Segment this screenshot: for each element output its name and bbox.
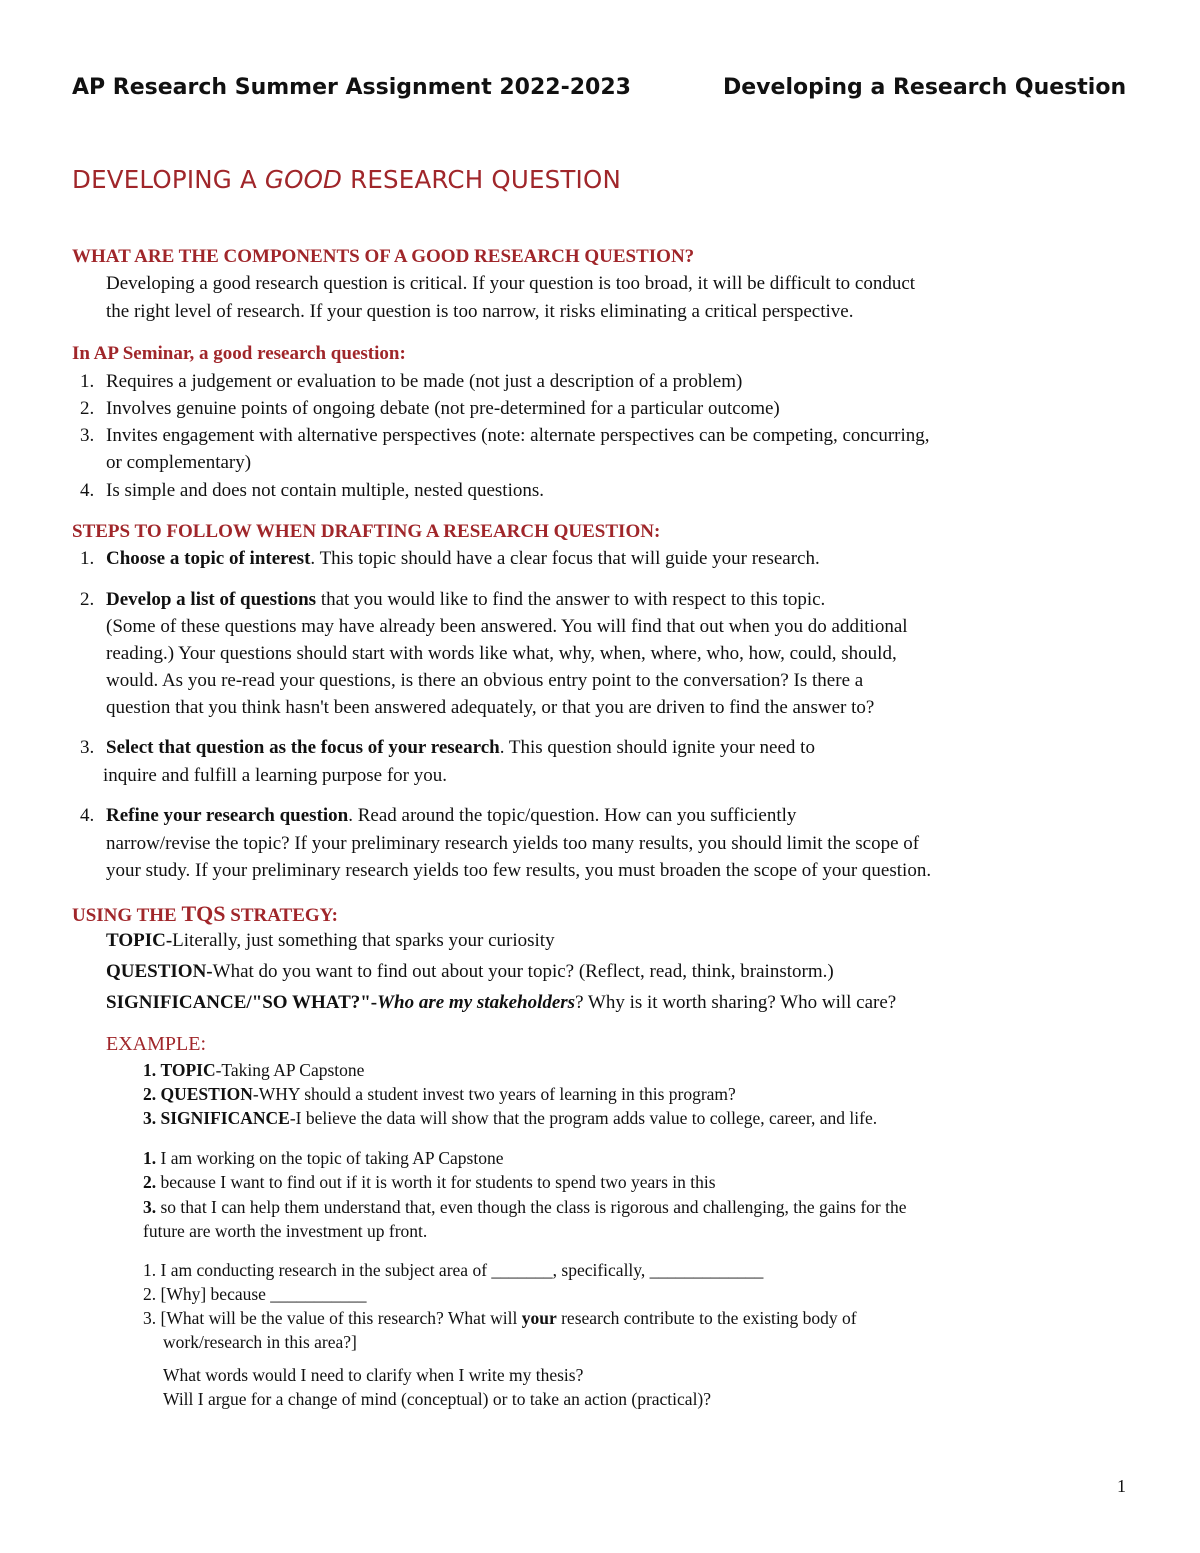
tqs-topic-label: TOPIC- xyxy=(106,930,173,951)
list-item-text: -Taking AP Capstone xyxy=(215,1060,365,1080)
list-item: Involves genuine points of ongoing debate (not pre-determined for a particular outcome) xyxy=(106,398,780,419)
step-number: 3. xyxy=(80,737,95,758)
tqs-sig-italic: Who are my stakeholders xyxy=(377,992,576,1013)
list-item-text: so that I can help them understand that, even though the class is rigorous and challenging, the gains for the xyxy=(160,1197,907,1217)
step-2-line-2: (Some of these questions may have already been answered. You will find that out when you do additional xyxy=(106,616,908,637)
tqs-sig-label: SIGNIFICANCE/"SO WHAT?"- xyxy=(106,992,378,1013)
list-item-number: 2. xyxy=(143,1084,157,1104)
list-item-label: QUESTION xyxy=(160,1084,253,1104)
step-4-text: . Read around the topic/question. How can you sufficiently xyxy=(348,805,797,826)
step-4-line-3: your study. If your preliminary research yields too few results, you must broaden the scope of your question. xyxy=(106,860,932,881)
list-item-continuation: or complementary) xyxy=(106,452,252,473)
title-emphasis: GOOD xyxy=(264,165,343,194)
list-item-number: 4. xyxy=(80,480,95,501)
list-item xyxy=(143,1195,907,1220)
step-3-bold: Select that question as the focus of your research xyxy=(106,737,500,758)
list-item-number: 2. xyxy=(143,1284,157,1304)
list-item: Invites engagement with alternative perspectives (note: alternate perspectives can be competing, concurring, xyxy=(106,425,930,446)
list-item: Requires a judgement or evaluation to be made (not just a description of a problem) xyxy=(106,371,743,392)
page-title xyxy=(72,165,621,194)
list-item-number: 1. xyxy=(143,1060,157,1080)
step-3-line-2: inquire and fulfill a learning purpose for you. xyxy=(103,765,448,786)
list-item-number: 3. xyxy=(143,1197,157,1217)
list-item-number: 3. xyxy=(80,425,95,446)
step-number: 4. xyxy=(80,805,95,826)
list-item xyxy=(143,1058,364,1083)
step-4-line-2: narrow/revise the topic? If your preliminary research yields too many results, you should limit the scope of xyxy=(106,833,920,854)
list-item-text: -I believe the data will show that the program adds value to college, career, and life. xyxy=(289,1108,878,1128)
title-pre: DEVELOPING A xyxy=(72,165,265,194)
step-3 xyxy=(106,734,815,762)
list-item-label: SIGNIFICANCE xyxy=(160,1108,290,1128)
title-post: RESEARCH QUESTION xyxy=(342,165,621,194)
list-item-number: 1. xyxy=(80,371,95,392)
list-item-text: because I want to find out if it is worth it for students to spend two years in this xyxy=(160,1172,716,1192)
tqs-question xyxy=(106,958,834,986)
components-line-1: Developing a good research question is critical. If your question is too broad, it will be difficult to conduct xyxy=(106,273,916,294)
list-item-number: 3. xyxy=(143,1308,157,1328)
step-1-text: . This topic should have a clear focus that will guide your research. xyxy=(310,548,820,569)
tqs-heading xyxy=(72,901,338,927)
list-item-number: 1. xyxy=(143,1260,157,1280)
step-3-text: . This question should ignite your need to xyxy=(499,737,815,758)
step-2-text: that you would like to find the answer to with respect to this topic. xyxy=(316,589,826,610)
list-item-text: I am working on the topic of taking AP Capstone xyxy=(160,1148,504,1168)
seminar-heading: In AP Seminar, a good research question: xyxy=(72,343,406,364)
steps-heading: STEPS TO FOLLOW WHEN DRAFTING A RESEARCH QUESTION: xyxy=(72,521,661,542)
list-item xyxy=(143,1258,763,1283)
tqs-topic-text: Literally, just something that sparks your curiosity xyxy=(172,930,555,951)
list-item-text: research contribute to the existing body of xyxy=(556,1308,857,1328)
example-heading: EXAMPLE: xyxy=(106,1033,206,1055)
tqs-significance xyxy=(106,989,896,1017)
step-2 xyxy=(106,586,825,614)
tqs-sig-text: ? Why is it worth sharing? Who will care? xyxy=(575,992,897,1013)
list-item-number: 3. xyxy=(143,1108,157,1128)
tqs-heading-post: STRATEGY: xyxy=(225,905,338,926)
step-2-bold: Develop a list of questions xyxy=(106,589,317,610)
step-2-line-5: question that you think hasn't been answered adequately, or that you are driven to find the answer to? xyxy=(106,697,875,718)
list-item xyxy=(143,1170,716,1195)
step-number: 1. xyxy=(80,548,95,569)
list-item xyxy=(143,1282,367,1307)
list-item-number: 2. xyxy=(80,398,95,419)
step-2-line-4: would. As you re-read your questions, is there an obvious entry point to the conversation? Is there a xyxy=(106,670,864,691)
step-4 xyxy=(106,802,796,830)
list-item xyxy=(143,1106,877,1131)
page-number: 1 xyxy=(1117,1476,1126,1496)
list-item-label: TOPIC xyxy=(160,1060,216,1080)
step-2-line-3: reading.) Your questions should start with words like what, why, when, where, who, how, could, should, xyxy=(106,643,897,664)
components-heading: WHAT ARE THE COMPONENTS OF A GOOD RESEARCH QUESTION? xyxy=(72,246,695,267)
tqs-question-text: What do you want to find out about your topic? (Reflect, read, think, brainstorm.) xyxy=(212,961,834,982)
header-right: Developing a Research Question xyxy=(723,75,1127,100)
list-item xyxy=(143,1146,504,1171)
list-item-text: -WHY should a student invest two years of learning in this program? xyxy=(252,1084,736,1104)
step-1-bold: Choose a topic of interest xyxy=(106,548,311,569)
list-item: Is simple and does not contain multiple, nested questions. xyxy=(106,480,544,501)
list-item-emphasis: your xyxy=(521,1308,557,1328)
header-left: AP Research Summer Assignment 2022-2023 xyxy=(72,75,631,100)
list-item-text: [Why] because ___________ xyxy=(160,1284,367,1304)
list-item-text: I am conducting research in the subject area of _______, specifically, _____________ xyxy=(160,1260,764,1280)
reflection-question-1: What words would I need to clarify when I write my thesis? xyxy=(163,1365,584,1385)
list-item-number: 1. xyxy=(143,1148,157,1168)
reflection-question-2: Will I argue for a change of mind (conceptual) or to take an action (practical)? xyxy=(163,1389,712,1409)
list-item-number: 2. xyxy=(143,1172,157,1192)
tqs-topic xyxy=(106,927,555,955)
list-item-text: [What will be the value of this research? What will xyxy=(160,1308,522,1328)
list-item-continuation: work/research in this area?] xyxy=(163,1332,357,1352)
components-line-2: the right level of research. If your question is too narrow, it risks eliminating a critical perspective. xyxy=(106,301,854,322)
tqs-heading-acronym: TQS xyxy=(181,901,226,926)
tqs-heading-pre: USING THE xyxy=(72,905,182,926)
step-1 xyxy=(106,545,820,573)
list-item-continuation: future are worth the investment up front. xyxy=(143,1221,428,1241)
tqs-question-label: QUESTION- xyxy=(106,961,213,982)
step-4-bold: Refine your research question xyxy=(106,805,349,826)
step-number: 2. xyxy=(80,589,95,610)
list-item xyxy=(143,1306,857,1331)
list-item xyxy=(143,1082,736,1107)
